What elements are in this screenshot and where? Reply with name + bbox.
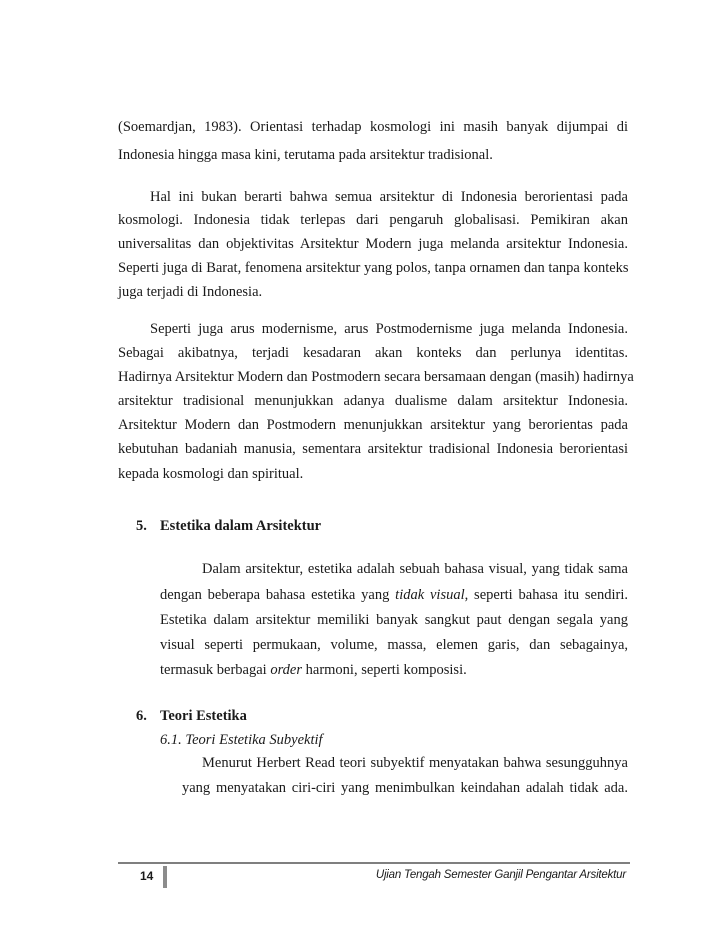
paragraph-line: Hal ini bukan berarti bahwa semua arsitektur di Indonesia berorientasi pada <box>150 189 628 205</box>
paragraph-line: kepada kosmologi dan spiritual. <box>118 466 304 482</box>
section-heading <box>136 707 247 725</box>
paragraph-line: Indonesia hingga masa kini, terutama pada arsitektur tradisional. <box>118 147 493 163</box>
text-run: dengan beberapa bahasa estetika yang <box>160 587 396 603</box>
paragraph-line: kebutuhan badaniah manusia, sementara arsitektur tradisional Indonesia berorientasi <box>118 441 628 457</box>
paragraph-line: Dalam arsitektur, estetika adalah sebuah bahasa visual, yang tidak sama <box>202 561 628 577</box>
italic-term: order <box>270 662 303 678</box>
paragraph-line: Hadirnya Arsitektur Modern dan Postmodern secara bersamaan dengan (masih) hadirnya <box>118 369 634 385</box>
text-run: termasuk berbagai <box>160 662 271 678</box>
paragraph-line: (Soemardjan, 1983). Orientasi terhadap kosmologi ini masih banyak dijumpai di <box>118 119 628 135</box>
page-number: 14 <box>140 869 154 883</box>
section-title: Teori Estetika <box>160 708 247 724</box>
italic-term: tidak visual <box>395 587 465 603</box>
paragraph-line: yang menyatakan ciri-ciri yang menimbulkan keindahan adalah tidak ada. <box>182 780 628 796</box>
text-run: , seperti bahasa itu sendiri. <box>464 587 628 603</box>
paragraph-line: arsitektur tradisional menunjukkan adanya dualisme dalam arsitektur Indonesia. <box>118 393 628 409</box>
paragraph-line <box>160 661 467 679</box>
subsection-heading: 6.1. Teori Estetika Subyektif <box>160 732 323 748</box>
footer-text: Ujian Tengah Semester Ganjil Pengantar Arsitektur <box>375 869 626 881</box>
footer-rule <box>118 862 630 864</box>
text-run: harmoni, seperti komposisi. <box>302 662 467 678</box>
section-title: Estetika dalam Arsitektur <box>160 518 322 534</box>
paragraph-line: universalitas dan objektivitas Arsitektur Modern juga melanda arsitektur Indonesia. <box>118 236 628 252</box>
paragraph-line <box>160 586 628 604</box>
section-number: 6. <box>136 708 147 724</box>
paragraph-line: visual seperti permukaan, volume, massa, elemen garis, dan sebagainya, <box>160 637 628 653</box>
footer-divider <box>163 866 167 888</box>
paragraph-line: juga terjadi di Indonesia. <box>118 284 263 300</box>
section-heading <box>136 517 321 535</box>
paragraph-line: Seperti juga di Barat, fenomena arsitektur yang polos, tanpa ornamen dan tanpa konteks <box>118 260 629 276</box>
paragraph-line: Seperti juga arus modernisme, arus Postmodernisme juga melanda Indonesia. <box>150 321 628 337</box>
paragraph-line: kosmologi. Indonesia tidak terlepas dari pengaruh globalisasi. Pemikiran akan <box>118 212 628 228</box>
paragraph-line: Sebagai akibatnya, terjadi kesadaran akan konteks dan perlunya identitas. <box>118 345 628 361</box>
paragraph-line: Arsitektur Modern dan Postmodern menunjukkan arsitektur yang berorientas pada <box>118 417 628 433</box>
section-number: 5. <box>136 518 147 534</box>
paragraph-line: Estetika dalam arsitektur memiliki banyak sangkut paut dengan segala yang <box>160 612 628 628</box>
paragraph-line: Menurut Herbert Read teori subyektif menyatakan bahwa sesungguhnya <box>202 755 628 771</box>
